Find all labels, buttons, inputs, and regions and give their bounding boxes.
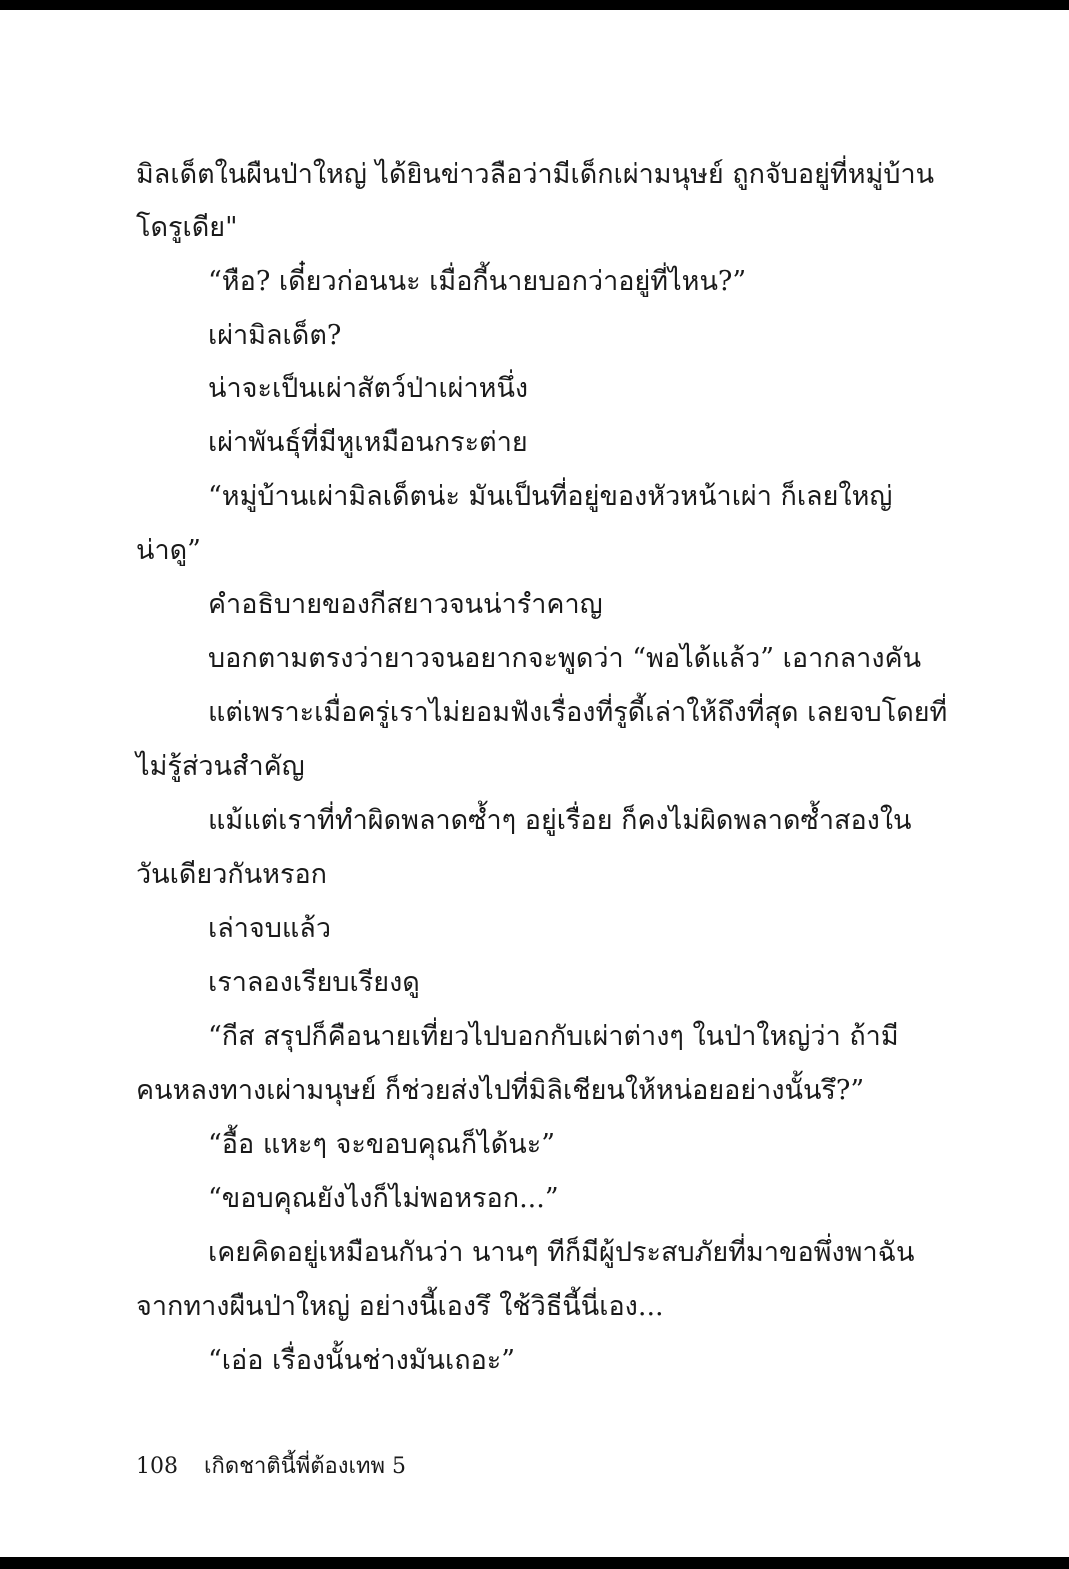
text-line: วันเดียวกันหรอก <box>136 859 328 890</box>
text-line: คนหลงทางเผ่ามนุษย์ ก็ช่วยส่งไปที่มิลิเชียนให้หน่อยอย่างนั้นรึ?” <box>136 1075 865 1106</box>
text-line: เราลองเรียบเรียงดู <box>208 967 420 998</box>
text-line: “หมู่บ้านเผ่ามิลเด็ตน่ะ มันเป็นที่อยู่ของหัวหน้าเผ่า ก็เลยใหญ่ <box>208 481 893 512</box>
text-line: เล่าจบแล้ว <box>208 913 332 944</box>
text-line: เผ่าพันธุ์ที่มีหูเหมือนกระต่าย <box>208 427 528 458</box>
bottom-black-border <box>0 1557 1069 1569</box>
text-line: เผ่ามิลเด็ต? <box>208 320 342 351</box>
book-title: เกิดชาตินี้พี่ต้องเทพ 5 <box>204 1454 406 1479</box>
text-line: “กีส สรุปก็คือนายเที่ยวไปบอกกับเผ่าต่างๆ ในป่าใหญ่ว่า ถ้ามี <box>208 1021 899 1052</box>
text-line: บอกตามตรงว่ายาวจนอยากจะพูดว่า “พอได้แล้ว” เอากลางคัน <box>208 643 922 674</box>
text-line: น่าดู” <box>136 535 201 566</box>
text-line: ไม่รู้ส่วนสำคัญ <box>136 751 305 782</box>
text-line: “อื้อ แหะๆ จะขอบคุณก็ได้นะ” <box>208 1129 556 1160</box>
text-line: “ขอบคุณยังไงก็ไม่พอหรอก...” <box>208 1183 559 1214</box>
text-line: จากทางผืนป่าใหญ่ อย่างนี้เองรึ ใช้วิธีนี้นี่เอง... <box>136 1291 664 1322</box>
page-number: 108 <box>136 1454 178 1479</box>
text-line: คำอธิบายของกีสยาวจนน่ารำคาญ <box>208 589 603 620</box>
text-line: “เอ่อ เรื่องนั้นช่างมันเถอะ” <box>208 1345 516 1376</box>
text-line: โดรูเดีย" <box>136 212 238 243</box>
text-line: น่าจะเป็นเผ่าสัตว์ป่าเผ่าหนึ่ง <box>208 373 529 404</box>
text-line: มิลเด็ตในผืนป่าใหญ่ ได้ยินข่าวลือว่ามีเด็กเผ่ามนุษย์ ถูกจับอยู่ที่หมู่บ้าน <box>136 159 935 190</box>
text-line: เคยคิดอยู่เหมือนกันว่า นานๆ ทีก็มีผู้ประสบภัยที่มาขอพึ่งพาฉัน <box>208 1237 915 1268</box>
text-line: “หือ? เดี๋ยวก่อนนะ เมื่อกี้นายบอกว่าอยู่ที่ไหน?” <box>208 266 747 297</box>
text-line: แต่เพราะเมื่อครู่เราไม่ยอมฟังเรื่องที่รูดี้เล่าให้ถึงที่สุด เลยจบโดยที่ <box>208 697 948 728</box>
text-line: แม้แต่เราที่ทำผิดพลาดซ้ำๆ อยู่เรื่อย ก็คงไม่ผิดพลาดซ้ำสองใน <box>208 805 912 836</box>
